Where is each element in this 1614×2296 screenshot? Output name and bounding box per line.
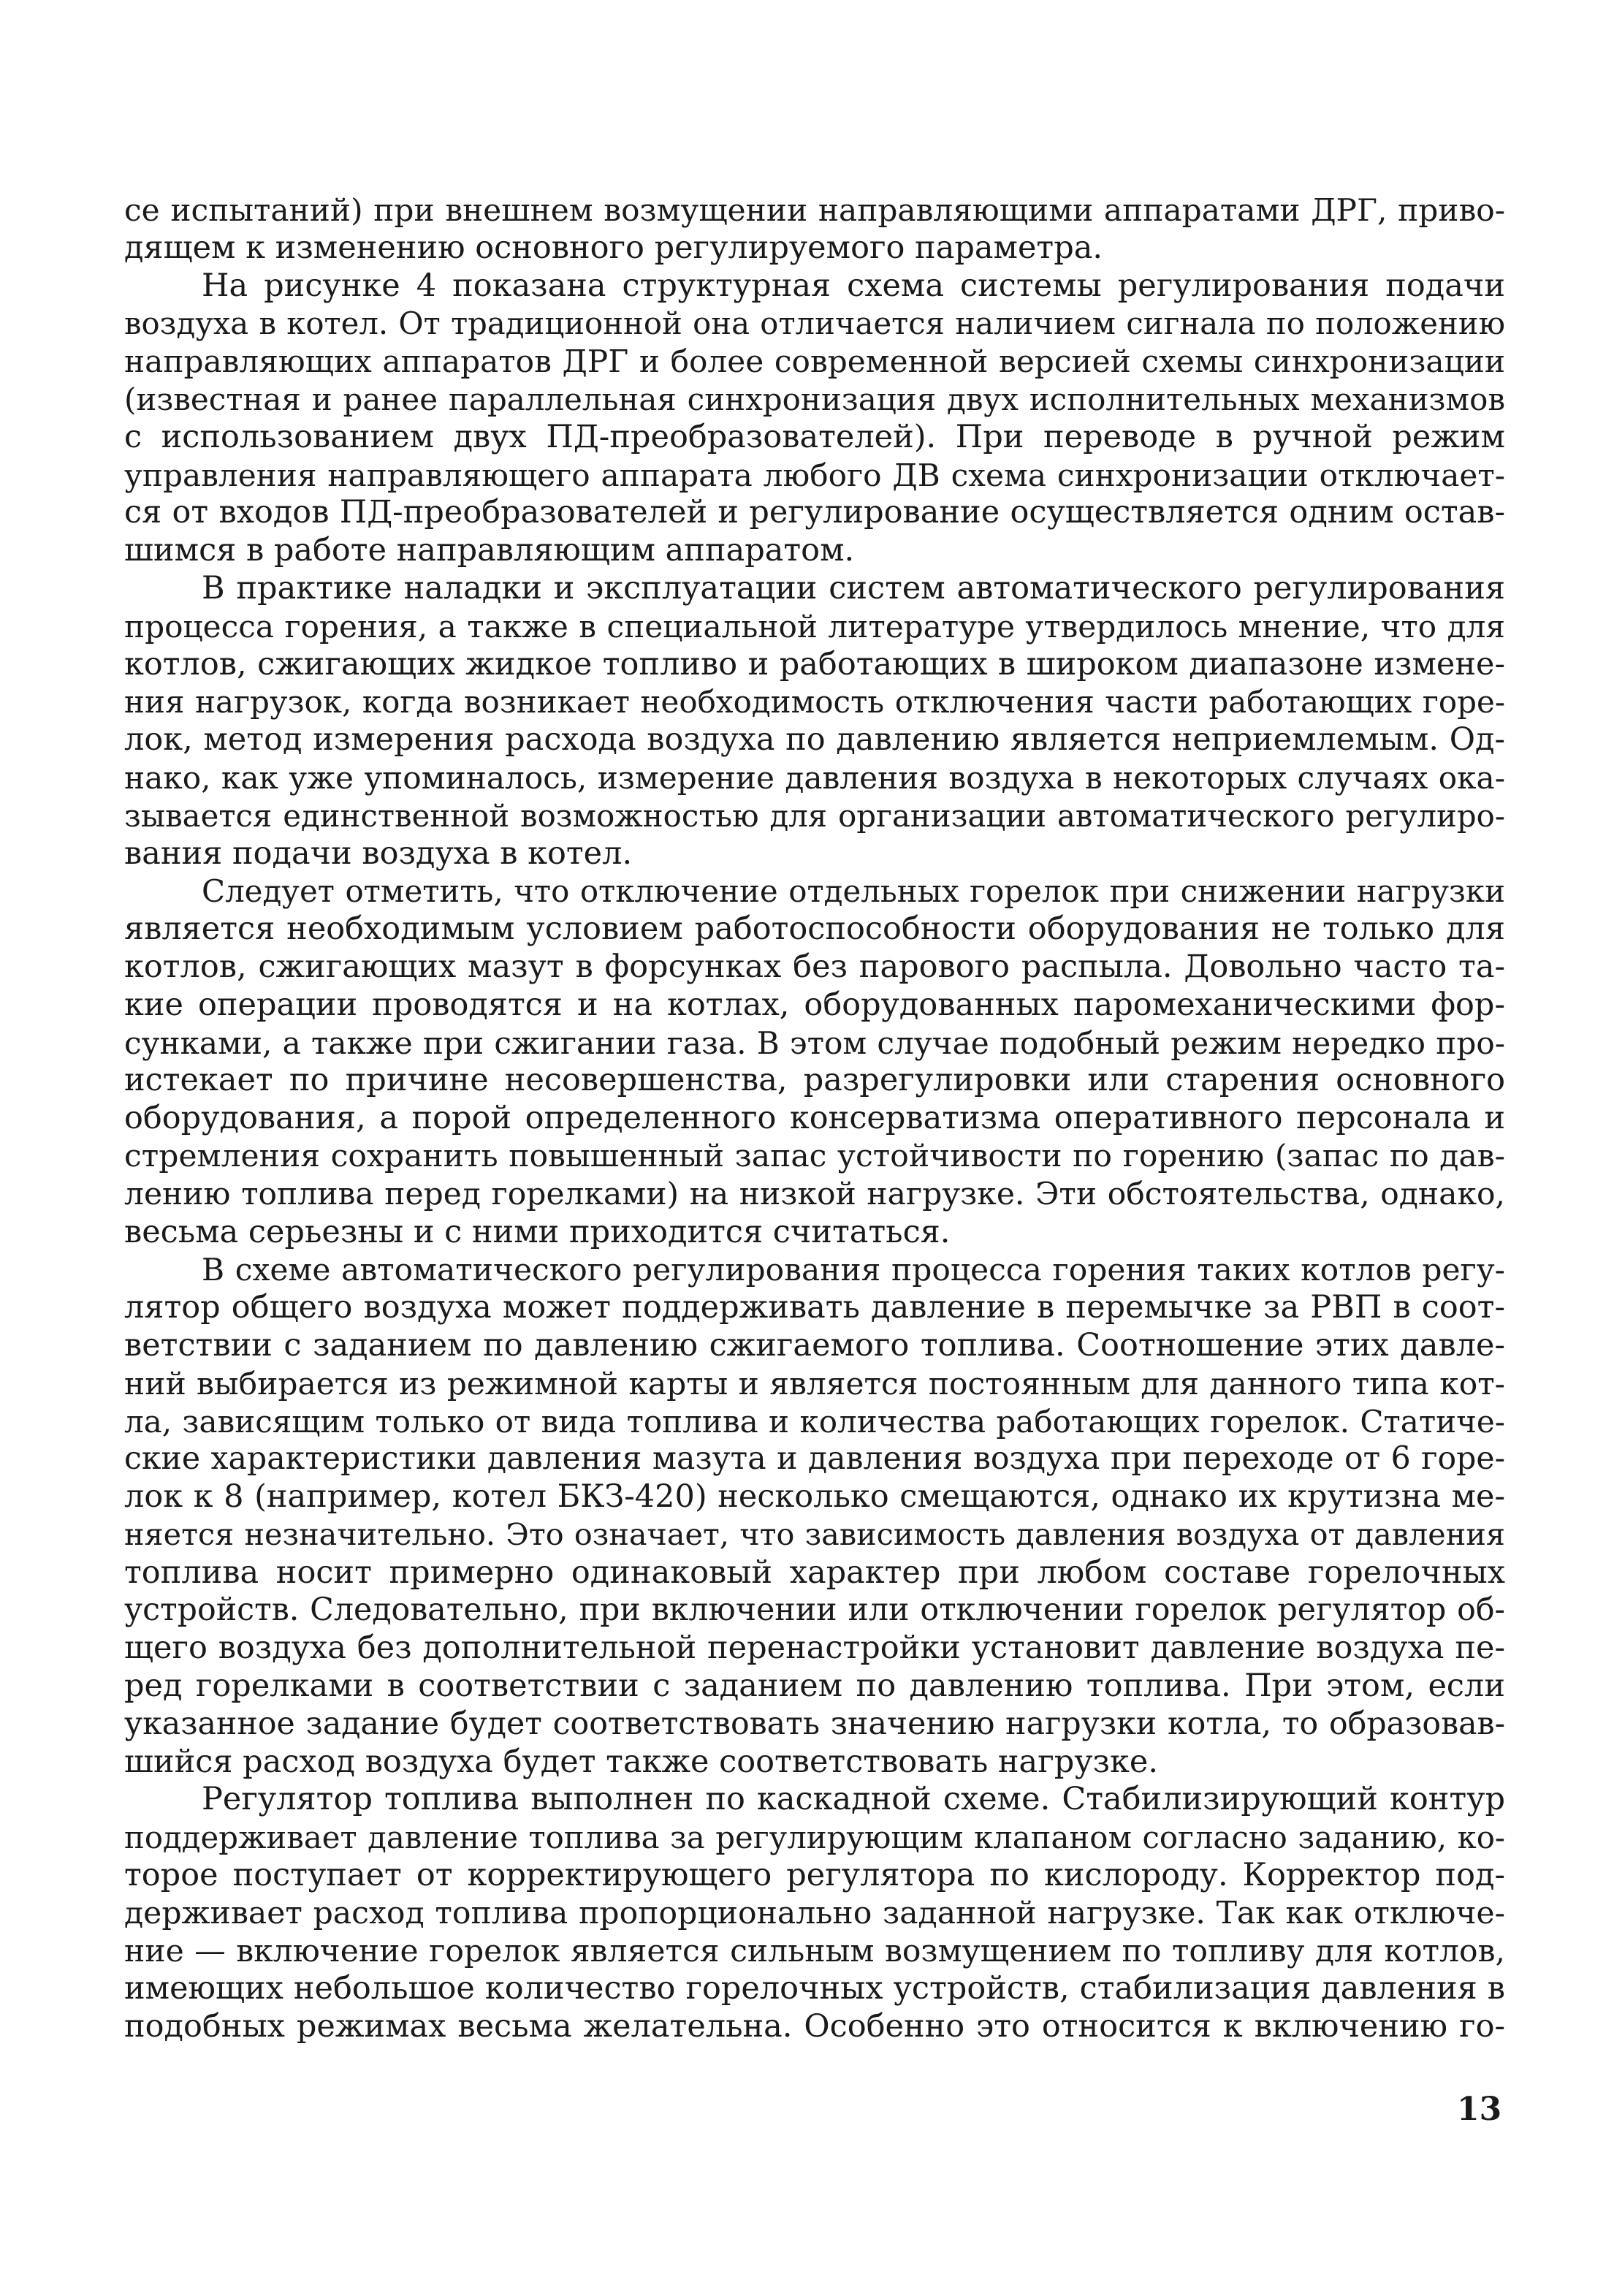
paragraph	[124, 570, 1505, 873]
text-line: сунками, а также при сжигании газа. В этом случае подобный режим нередко про-	[124, 1025, 1505, 1061]
text-line: няется незначительно. Это означает, что зависимость давления воздуха от давления	[124, 1516, 1505, 1552]
text-line: зывается единственной возможностью для организации автоматического регулиро-	[124, 797, 1505, 834]
paragraph	[124, 1251, 1505, 1781]
text-line: ветствии с заданием по давлению сжигаемого топлива. Соотношение этих давле-	[124, 1326, 1505, 1364]
text-line: Следует отметить, что отключение отдельных горелок при снижении нагрузки	[202, 873, 1505, 910]
text-line: топлива носит примерно одинаковый характер при любом составе горелочных	[124, 1554, 1505, 1591]
paragraph	[124, 1781, 1505, 2046]
text-line: ские характеристики давления мазута и давления воздуха при переходе от 6 горе-	[124, 1440, 1505, 1478]
text-line: истекает по причине несовершенства, разрегулировки или старения основного	[124, 1062, 1505, 1099]
text-line: держивает расход топлива пропорционально заданной нагрузке. Так как отключе-	[124, 1895, 1505, 1931]
text-line: В схеме автоматического регулирования процесса горения таких котлов регу-	[202, 1252, 1505, 1288]
text-line: котлов, сжигающих мазут в форсунках без парового распыла. Довольно часто та-	[124, 948, 1505, 985]
text-line: поддерживает давление топлива за регулирующим клапаном согласно заданию, ко-	[124, 1820, 1505, 1856]
text-line: имеющих небольшое количество горелочных устройств, стабилизация давления в	[124, 1970, 1505, 2007]
text-line: устройств. Следовательно, при включении или отключении горелок регулятор об-	[124, 1592, 1505, 1629]
text-line: управления направляющего аппарата любого ДВ схема синхронизации отключает-	[124, 457, 1505, 493]
text-line: щего воздуха без дополнительной перенастройки установит давление воздуха пе-	[124, 1630, 1505, 1667]
text-line: направляющих аппаратов ДРГ и более современной версией схемы синхронизации	[124, 343, 1505, 380]
text-line: торое поступает от корректирующего регулятора по кислороду. Корректор под-	[124, 1857, 1505, 1894]
text-line: (известная и ранее параллельная синхронизация двух исполнительных механизмов	[124, 381, 1505, 417]
text-line: весьма серьезны и с ними приходится считаться.	[124, 1213, 951, 1250]
text-line: ний выбирается из режимной карты и является постоянным для данного типа кот-	[124, 1365, 1505, 1402]
text-line: вания подачи воздуха в котел.	[124, 835, 633, 872]
paragraph	[124, 873, 1505, 1251]
text-line: Регулятор топлива выполнен по каскадной схеме. Стабилизирующий контур	[202, 1781, 1505, 1818]
text-line: В практике наладки и эксплуатации систем автоматического регулирования	[202, 569, 1505, 607]
text-line: ред горелками в соответствии с заданием по давлению топлива. При этом, если	[124, 1668, 1505, 1705]
text-line: нако, как уже упоминалось, измерение давления воздуха в некоторых случаях ока-	[124, 759, 1505, 796]
text-line: с использованием двух ПД-преобразователей). При переводе в ручной режим	[124, 418, 1505, 455]
text-line: является необходимым условием работоспособности оборудования не только для	[124, 911, 1505, 948]
text-line: стремления сохранить повышенный запас устойчивости по горению (запас по дав-	[124, 1138, 1505, 1174]
text-line: кие операции проводятся и на котлах, оборудованных паромеханическими фор-	[124, 986, 1505, 1023]
text-line: ния нагрузок, когда возникает необходимость отключения части работающих горе-	[124, 684, 1505, 721]
paragraph	[124, 267, 1505, 570]
text-line: лятор общего воздуха может поддерживать давление в перемычке за РВП в соот-	[124, 1289, 1505, 1326]
text-line: дящем к изменению основного регулируемого параметра.	[124, 229, 1103, 266]
text-line: оборудования, а порой определенного консерватизма оперативного персонала и	[124, 1100, 1505, 1137]
paragraph	[124, 191, 1505, 267]
page-number: 13	[1457, 2091, 1502, 2128]
text-line: подобных режимах весьма желательна. Особенно это относится к включению го-	[124, 2008, 1505, 2045]
text-line: котлов, сжигающих жидкое топливо и работающих в широком диапазоне измене-	[124, 645, 1505, 683]
text-line: лок к 8 (например, котел БКЗ-420) несколько смещаются, однако их крутизна ме-	[124, 1478, 1505, 1516]
text-line: лок, метод измерения расхода воздуха по давлению является неприемлемым. Од-	[124, 721, 1505, 759]
text-line: указанное задание будет соответствовать значению нагрузки котла, то образовав-	[124, 1705, 1505, 1742]
text-line: На рисунке 4 показана структурная схема системы регулирования подачи	[202, 267, 1505, 304]
text-line: шимся в работе направляющим аппаратом.	[124, 532, 855, 569]
text-line: процесса горения, а также в специальной литературе утвердилось мнение, что для	[124, 608, 1505, 645]
text-line: лению топлива перед горелками) на низкой нагрузке. Эти обстоятельства, однако,	[124, 1176, 1505, 1212]
text-line: ла, зависящим только от вида топлива и количества работающих горелок. Статиче-	[124, 1403, 1505, 1440]
text-line: ся от входов ПД-преобразователей и регулирование осуществляется одним остав-	[124, 494, 1505, 531]
text-line: ние — включение горелок является сильным возмущением по топливу для котлов,	[124, 1933, 1505, 1969]
text-line: воздуха в котел. От традиционной она отличается наличием сигнала по положению	[124, 305, 1505, 342]
text-line: се испытаний) при внешнем возмущении направляющими аппаратами ДРГ, приво-	[124, 192, 1505, 228]
text-line: шийся расход воздуха будет также соответствовать нагрузке.	[124, 1743, 1158, 1780]
body-text	[124, 191, 1505, 2046]
